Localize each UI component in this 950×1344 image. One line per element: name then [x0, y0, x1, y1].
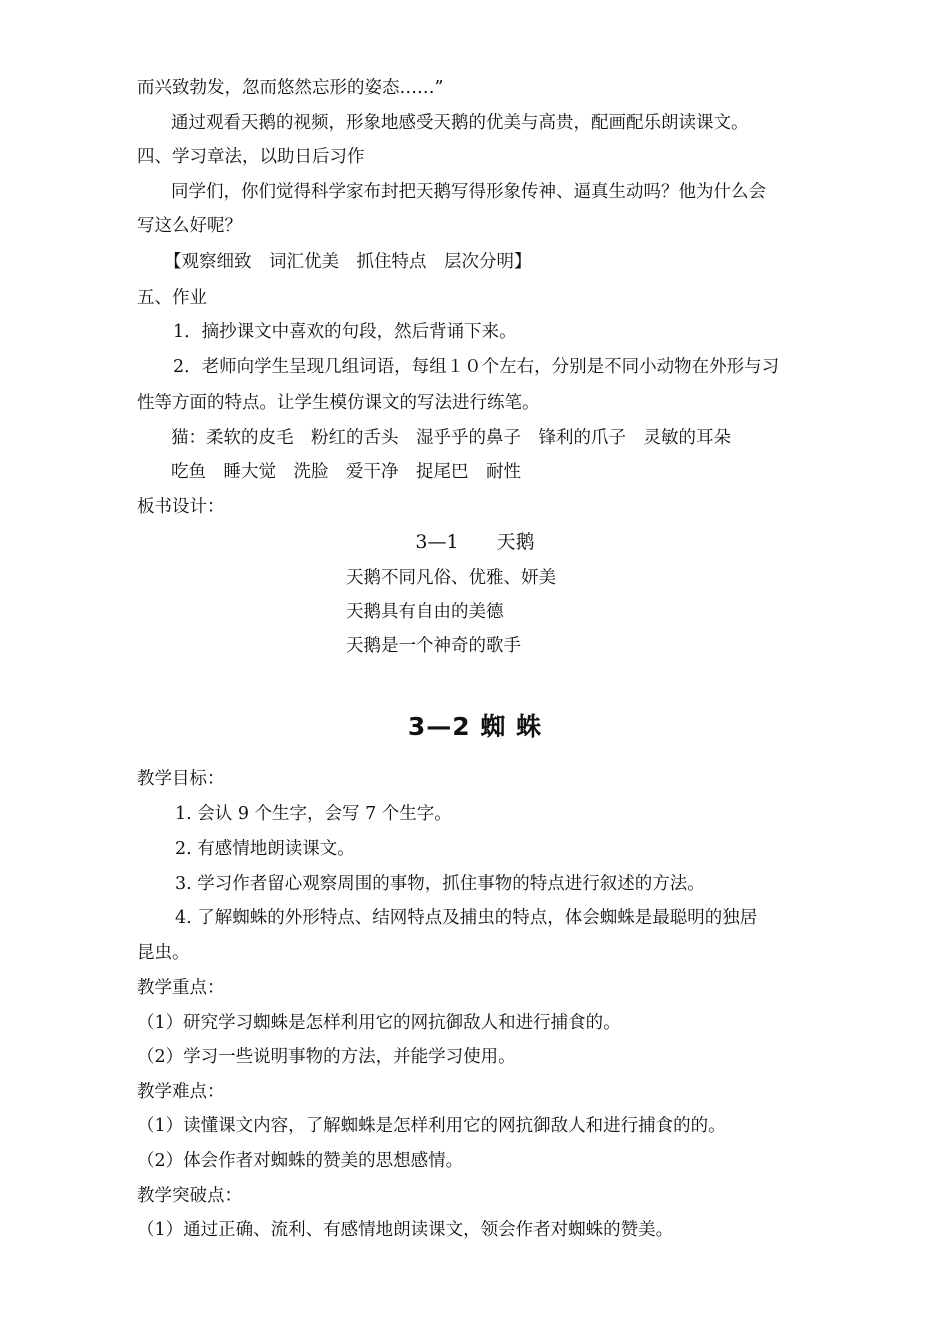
list-item: 1. 会认 9 个生字，会写 7 个生字。 — [175, 804, 452, 824]
text-line: 板书设计： — [137, 497, 225, 517]
section-label: 教学重点： — [137, 978, 225, 998]
text-line: 而兴致勃发，忽而悠然忘形的姿态……” — [137, 78, 444, 98]
section-heading: 四、学习章法，以助日后习作 — [137, 147, 365, 167]
section-heading: 五、作业 — [137, 288, 207, 308]
list-item: 4. 了解蜘蛛的外形特点、结网特点及捕虫的特点，体会蜘蛛是最聪明的独居 — [175, 908, 758, 928]
board-line: 天鹅是一个神奇的歌手 — [346, 636, 521, 656]
list-item: 2. 有感情地朗读课文。 — [175, 839, 355, 859]
list-item: （2）体会作者对蜘蛛的赞美的思想感情。 — [137, 1151, 464, 1171]
text-line: 写这么好呢？ — [137, 216, 242, 236]
section-label: 教学目标： — [137, 769, 225, 789]
text-line: 吃鱼 睡大觉 洗脸 爱干净 捉尾巴 耐性 — [171, 462, 521, 482]
lesson-heading: 3—2 蜘 蛛 — [407, 712, 543, 741]
text-line: 昆虫。 — [137, 943, 190, 963]
list-item: （1）研究学习蜘蛛是怎样利用它的网抗御敌人和进行捕食的。 — [137, 1013, 621, 1033]
board-line: 天鹅具有自由的美德 — [346, 602, 504, 622]
text-line: 【观察细致 词汇优美 抓住特点 层次分明】 — [164, 252, 532, 272]
text-line: 性等方面的特点。让学生模仿课文的写法进行练笔。 — [137, 393, 540, 413]
list-item: （1）读懂课文内容，了解蜘蛛是怎样利用它的网抗御敌人和进行捕食的的。 — [137, 1116, 726, 1136]
section-label: 教学突破点： — [137, 1186, 242, 1206]
board-title: 3—1 天鹅 — [415, 531, 535, 553]
list-item: 1．摘抄课文中喜欢的句段，然后背诵下来。 — [173, 322, 517, 342]
list-item: 2．老师向学生呈现几组词语，每组１０个左右，分别是不同小动物在外形与习 — [173, 357, 780, 377]
list-item: （2）学习一些说明事物的方法，并能学习使用。 — [137, 1047, 516, 1067]
section-label: 教学难点： — [137, 1082, 225, 1102]
text-line: 同学们，你们觉得科学家布封把天鹅写得形象传神、逼真生动吗？他为什么会 — [171, 182, 766, 202]
text-line: 通过观看天鹅的视频，形象地感受天鹅的优美与高贵，配画配乐朗读课文。 — [171, 113, 749, 133]
board-line: 天鹅不同凡俗、优雅、妍美 — [346, 568, 556, 588]
text-line: 猫：柔软的皮毛 粉红的舌头 湿乎乎的鼻子 锋利的爪子 灵敏的耳朵 — [171, 428, 731, 448]
list-item: （1）通过正确、流利、有感情地朗读课文，领会作者对蜘蛛的赞美。 — [137, 1220, 674, 1240]
list-item: 3. 学习作者留心观察周围的事物，抓住事物的特点进行叙述的方法。 — [175, 874, 705, 894]
